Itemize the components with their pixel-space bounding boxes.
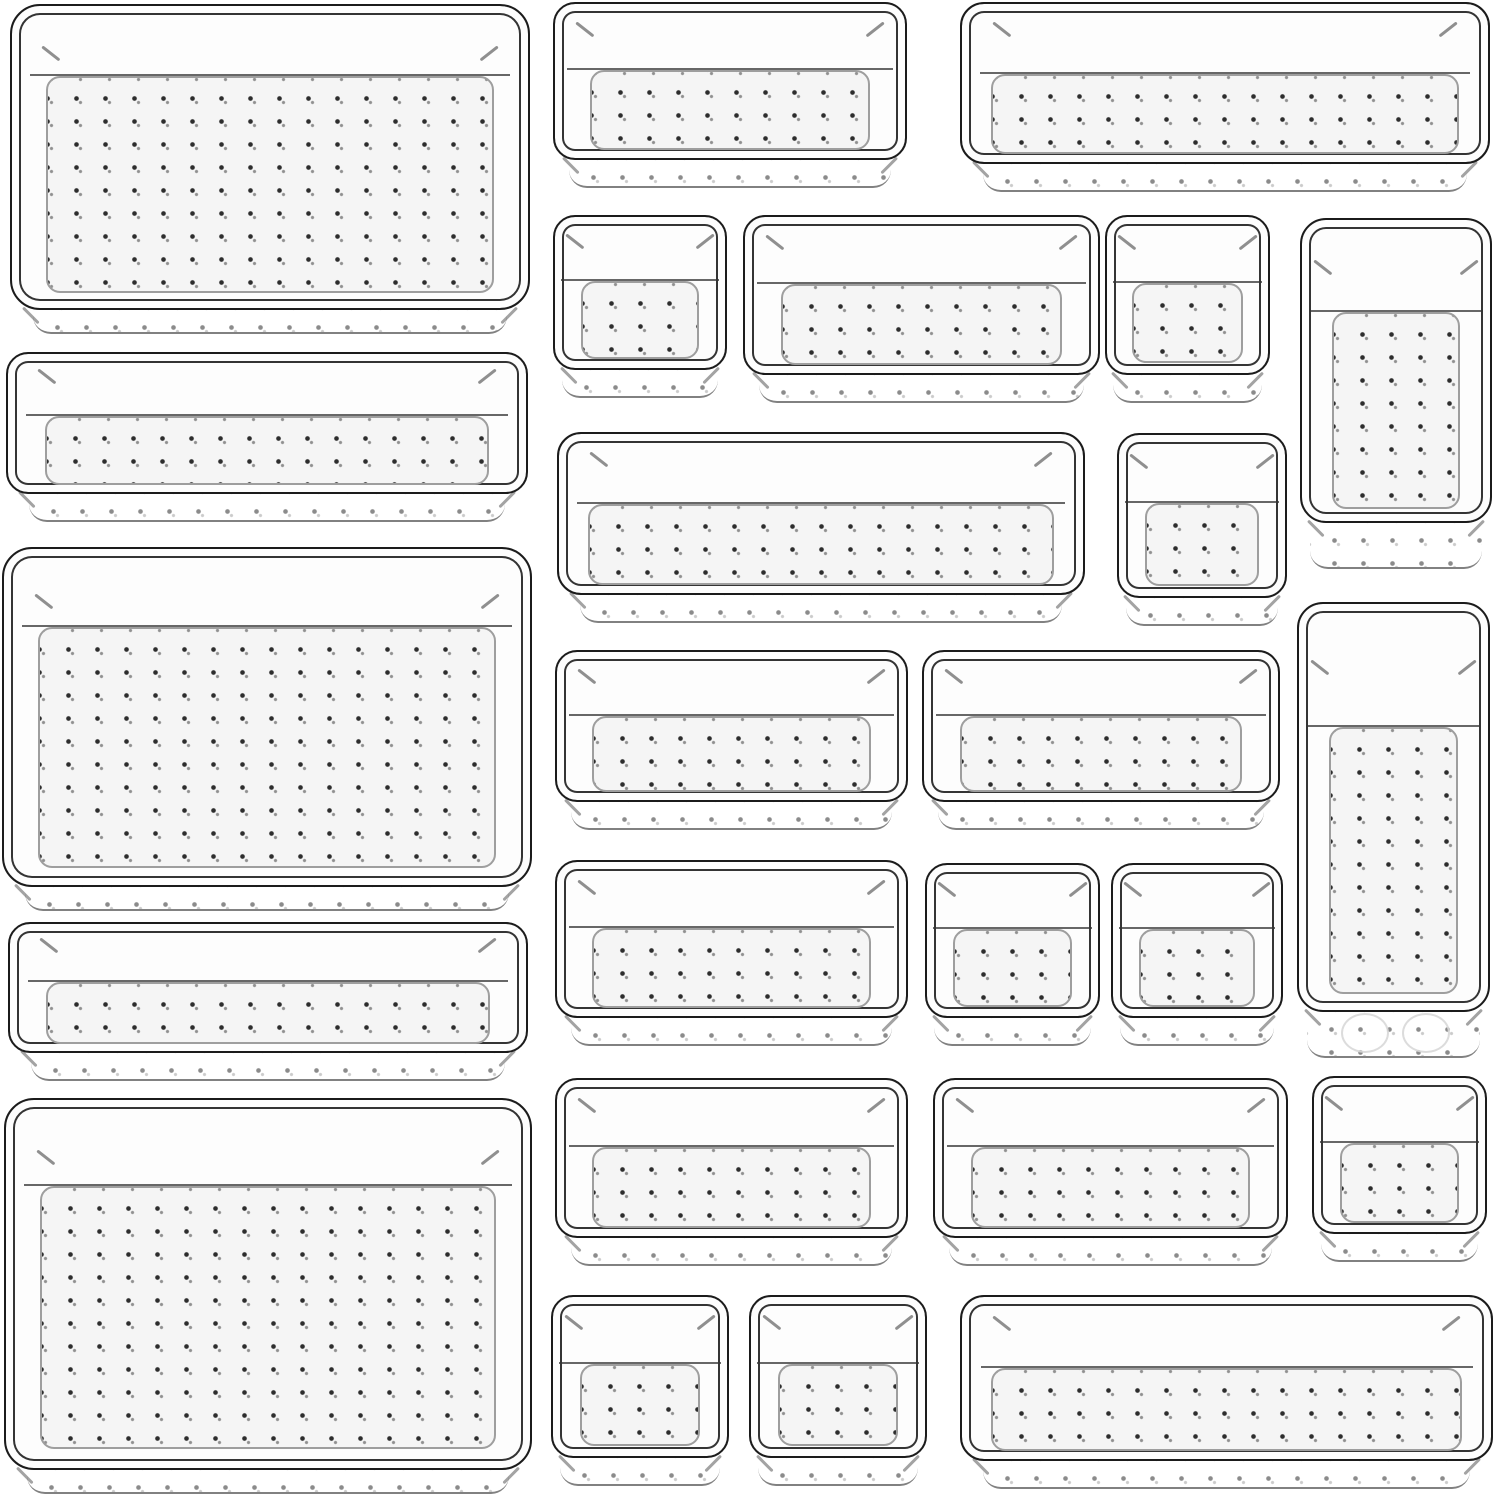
corner-highlight-tr	[1238, 668, 1257, 684]
tray-skirt	[27, 1470, 509, 1494]
corner-highlight-tr	[1457, 659, 1476, 675]
organizer-tray-square	[1105, 215, 1270, 375]
corner-highlight-tr	[866, 879, 885, 895]
tray-dimpled-base	[971, 1147, 1250, 1228]
corner-highlight-tl	[938, 881, 957, 897]
tray-skirt	[562, 370, 718, 398]
organizer-tray-medium	[743, 215, 1100, 375]
corner-highlight-tl	[578, 1097, 597, 1113]
tray-skirt	[571, 802, 892, 830]
corner-highlight-tl	[576, 21, 595, 37]
tray-skirt	[1126, 598, 1279, 626]
tray-skirt	[25, 887, 509, 911]
corner-highlight-tl	[1325, 1095, 1344, 1111]
tray-dimpled-base	[590, 70, 870, 150]
tray-skirt	[33, 310, 508, 334]
tray-skirt	[759, 375, 1084, 403]
tray-skirt	[949, 1238, 1272, 1266]
corner-highlight-tr	[1239, 234, 1258, 250]
tray-dimpled-base	[991, 1368, 1462, 1451]
organizer-tray-square	[553, 215, 727, 370]
corner-highlight-tl	[40, 937, 59, 953]
tray-dimpled-base	[991, 74, 1459, 154]
organizer-tray-large	[4, 1098, 532, 1470]
organizer-tray-tall	[1297, 602, 1490, 1012]
corner-highlight-tr	[477, 937, 496, 953]
corner-highlight-tr	[1068, 881, 1087, 897]
tray-dimpled-base	[40, 1186, 496, 1449]
corner-highlight-tr	[481, 593, 500, 609]
organizer-tray-square	[749, 1295, 927, 1458]
organizer-tray-square	[551, 1295, 729, 1458]
corner-highlight-tr	[1441, 1315, 1460, 1331]
tray-dimpled-base	[778, 1364, 898, 1446]
corner-highlight-tl	[578, 879, 597, 895]
organizer-tray-shallow	[8, 922, 528, 1053]
corner-highlight-tl	[1130, 453, 1149, 469]
organizer-tray-square	[1111, 863, 1283, 1018]
organizer-tray-square	[1117, 433, 1287, 598]
tray-dimpled-base	[953, 929, 1072, 1007]
corner-highlight-tl	[993, 1315, 1012, 1331]
corner-highlight-tr	[477, 368, 496, 384]
tray-skirt	[569, 160, 891, 188]
tray-dimpled-base	[1145, 503, 1259, 586]
tray-skirt	[29, 494, 506, 522]
tray-dimpled-base	[592, 716, 871, 792]
tray-skirt	[758, 1458, 918, 1486]
corner-highlight-tl	[34, 593, 53, 609]
tray-dimpled-base	[1139, 929, 1255, 1007]
corner-highlight-tl	[38, 368, 57, 384]
organizer-tray-shallow	[6, 352, 528, 494]
corner-highlight-tr	[1255, 453, 1274, 469]
tray-skirt	[1321, 1234, 1478, 1262]
tray-skirt	[1307, 1012, 1481, 1058]
corner-highlight-tr	[1251, 881, 1270, 897]
tray-skirt	[1113, 375, 1261, 403]
corner-highlight-tl	[992, 21, 1011, 37]
organizer-tray-medium	[555, 860, 908, 1018]
corner-highlight-tl	[42, 45, 61, 61]
tray-dimpled-base	[588, 504, 1054, 585]
tray-dimpled-base	[1340, 1143, 1459, 1223]
corner-highlight-tl	[945, 668, 964, 684]
organizer-tray-medium	[555, 1078, 908, 1238]
corner-highlight-tl	[578, 668, 597, 684]
tray-dimpled-base	[580, 1364, 700, 1446]
organizer-tray-long	[960, 1295, 1493, 1461]
organizer-tray-large	[2, 547, 532, 887]
organizer-tray-large	[10, 4, 530, 310]
tray-dimpled-base	[1132, 283, 1243, 363]
tray-dimpled-base	[781, 284, 1062, 365]
corner-highlight-tr	[865, 21, 884, 37]
tray-dimpled-base	[960, 716, 1242, 792]
organizer-tray-medium	[553, 2, 907, 160]
tray-dimpled-base	[1332, 312, 1460, 509]
tray-skirt	[571, 1018, 892, 1046]
organizer-tray-tall	[1300, 218, 1492, 523]
corner-highlight-tr	[1459, 259, 1478, 275]
tray-dimpled-base	[581, 281, 699, 359]
tray-skirt	[1310, 523, 1483, 569]
tray-dimpled-base	[46, 982, 490, 1044]
corner-highlight-tr	[1439, 21, 1458, 37]
organizer-tray-medium	[922, 650, 1280, 802]
corner-highlight-tr	[697, 1314, 716, 1330]
tray-dimpled-base	[45, 416, 489, 485]
tray-skirt	[1120, 1018, 1275, 1046]
corner-highlight-tr	[1034, 451, 1053, 467]
tray-skirt	[934, 1018, 1091, 1046]
corner-highlight-tr	[866, 668, 885, 684]
tray-dimpled-base	[38, 627, 496, 868]
tray-dimpled-base	[1329, 727, 1458, 994]
tray-foot-1	[1341, 1013, 1389, 1053]
organizer-tray-long	[960, 2, 1490, 164]
corner-highlight-tl	[566, 233, 585, 249]
corner-highlight-tl	[564, 1314, 583, 1330]
corner-highlight-tr	[695, 233, 714, 249]
organizer-tray-medium	[933, 1078, 1288, 1238]
corner-highlight-tr	[1246, 1097, 1265, 1113]
corner-highlight-tr	[479, 45, 498, 61]
corner-highlight-tl	[956, 1097, 975, 1113]
tray-dimpled-base	[592, 928, 871, 1008]
corner-highlight-tl	[36, 1149, 55, 1165]
organizer-tray-square	[1312, 1076, 1487, 1234]
tray-skirt	[31, 1053, 506, 1081]
corner-highlight-tl	[1314, 259, 1333, 275]
tray-dimpled-base	[46, 76, 494, 293]
corner-highlight-tl	[762, 1314, 781, 1330]
corner-highlight-tl	[766, 234, 785, 250]
corner-highlight-tr	[1058, 234, 1077, 250]
tray-skirt	[938, 802, 1264, 830]
tray-foot-2	[1402, 1013, 1450, 1053]
corner-highlight-tr	[481, 1149, 500, 1165]
tray-skirt	[571, 1238, 892, 1266]
organizer-tray-square	[925, 863, 1100, 1018]
corner-highlight-tr	[866, 1097, 885, 1113]
tray-dimpled-base	[592, 1147, 871, 1228]
tray-skirt	[983, 1461, 1470, 1489]
corner-highlight-tr	[1455, 1095, 1474, 1111]
organizer-tray-long	[557, 432, 1085, 595]
corner-highlight-tr	[895, 1314, 914, 1330]
corner-highlight-tl	[1311, 659, 1330, 675]
corner-highlight-tl	[1124, 881, 1143, 897]
corner-highlight-tl	[589, 451, 608, 467]
organizer-tray-medium	[555, 650, 908, 802]
tray-skirt	[580, 595, 1062, 623]
corner-highlight-tl	[1117, 234, 1136, 250]
tray-skirt	[983, 164, 1467, 192]
tray-skirt	[560, 1458, 720, 1486]
